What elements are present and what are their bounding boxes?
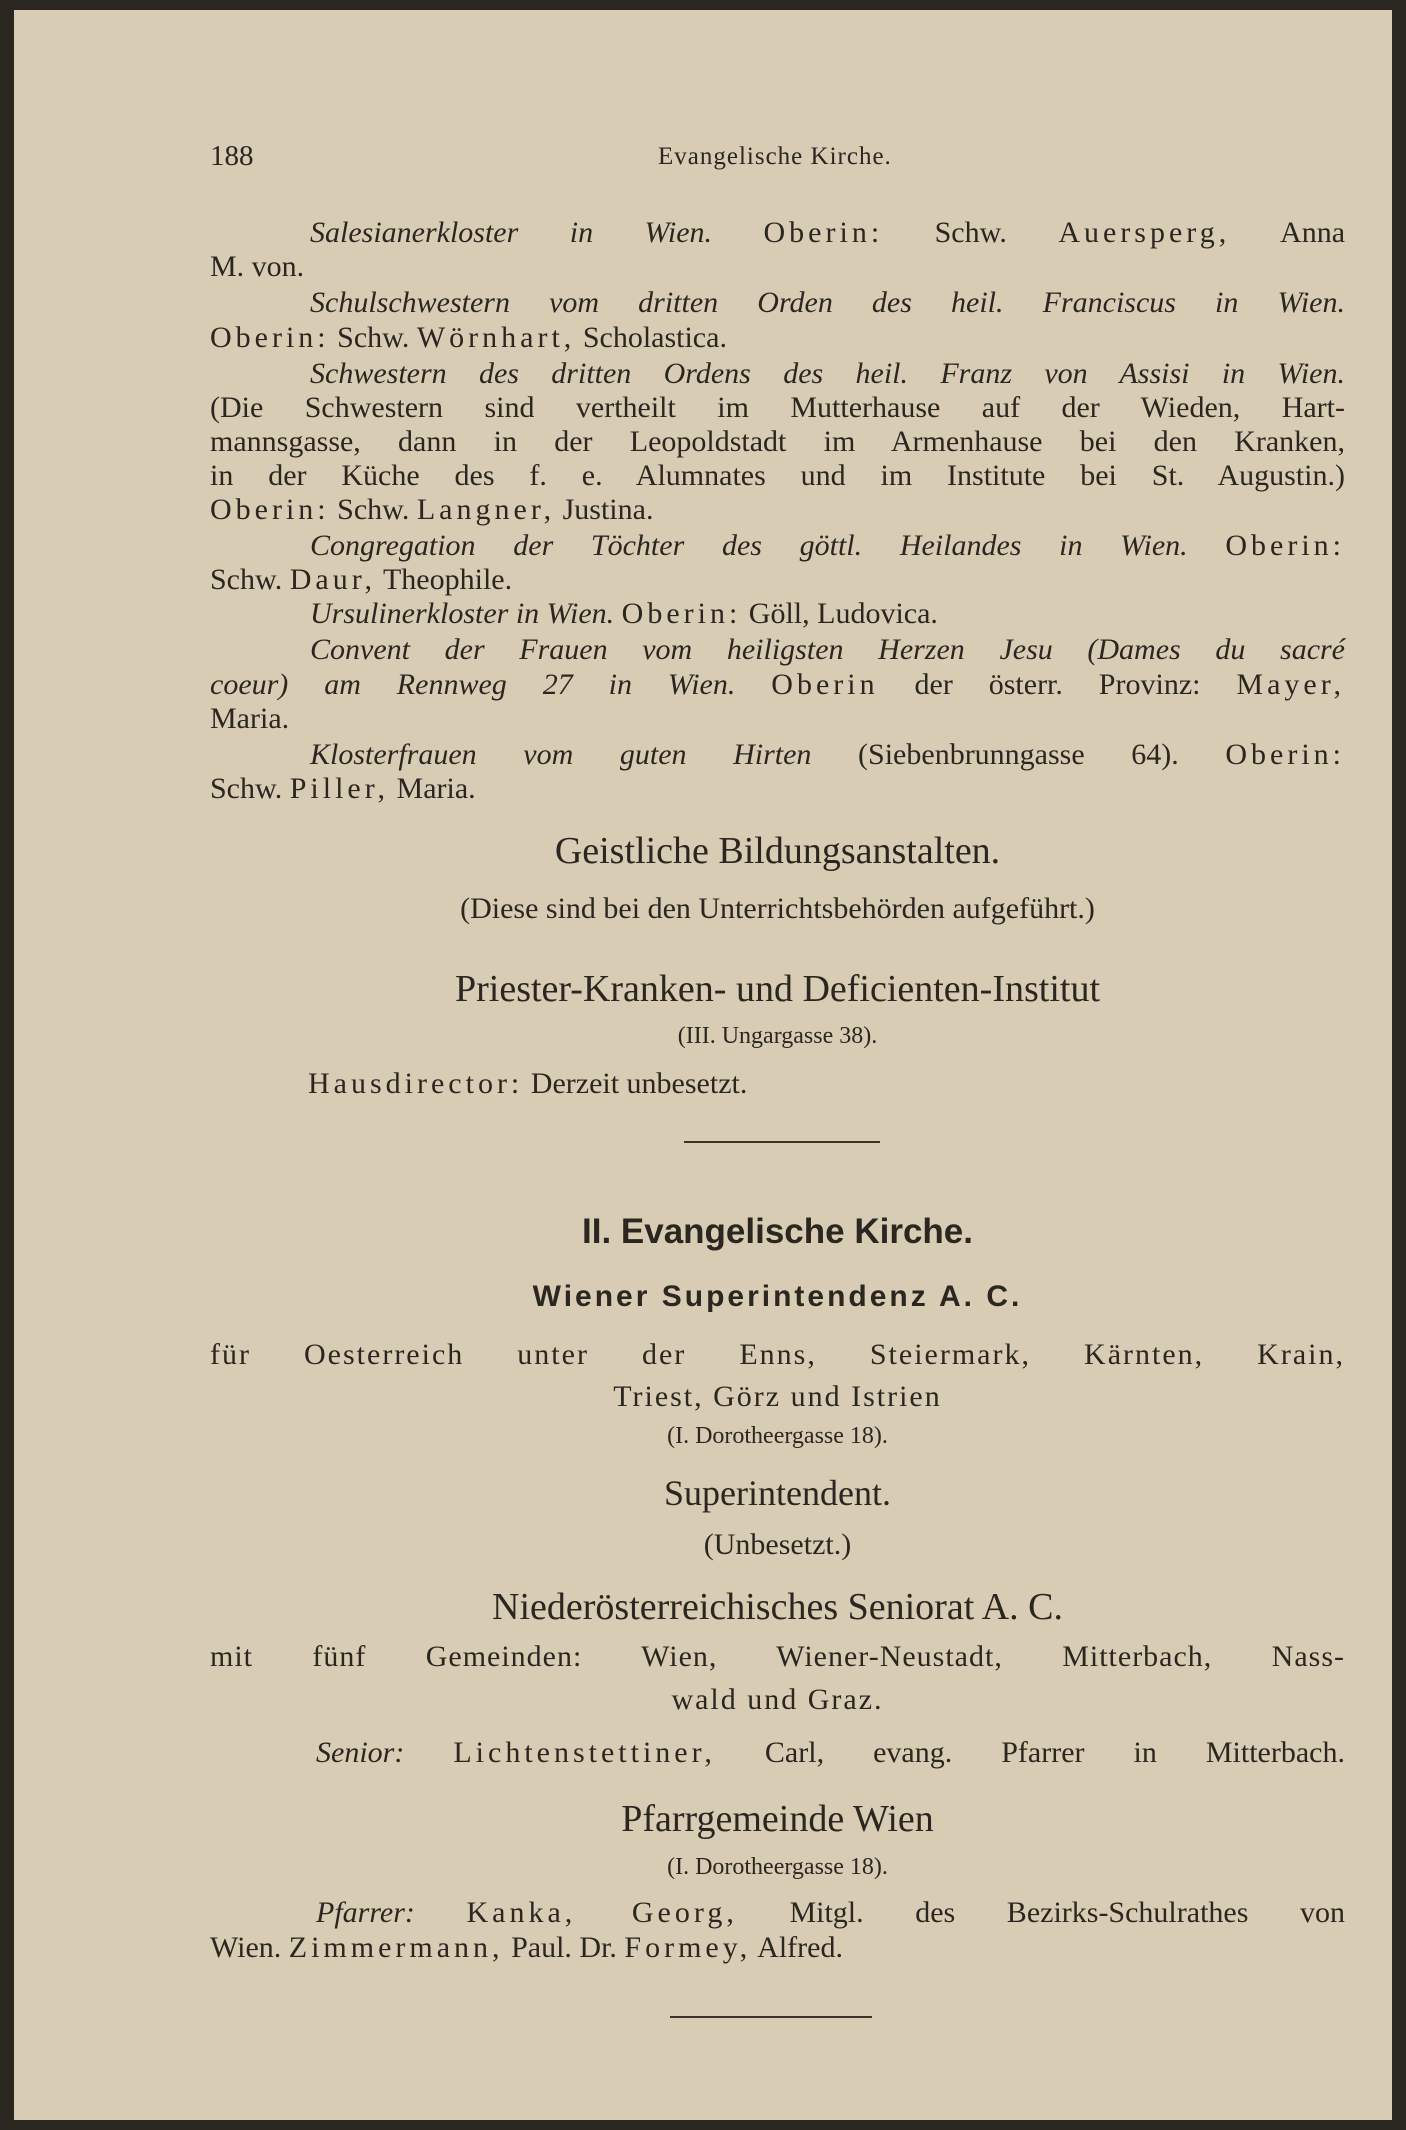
superintendent-value: (Unbesetzt.) — [703, 1528, 852, 1561]
entry-schulschwestern-line1: Schulschwestern vom dritten Orden des heil. Franciscus in Wien. — [310, 286, 1345, 319]
entry-schulschwestern-line2: Oberin: Schw. Wörnhart, Scholastica. — [210, 321, 727, 354]
seniorat-title: Niederösterreichisches Seniorat A. C. — [492, 1586, 1063, 1628]
pfarrer-line1: Pfarrer: Kanka, Georg, Mitgl. des Bezirks-Schulrathes von — [316, 1896, 1346, 1929]
superintendenz-title: Wiener Superintendenz A. C. — [532, 1280, 1023, 1313]
entry-congregation-line1: Congregation der Töchter des göttl. Heilandes in Wien. Oberin: — [310, 529, 1346, 562]
divider-rule — [684, 1141, 880, 1143]
entry-convent-line3: Maria. — [210, 702, 290, 735]
bottom-divider-rule — [670, 2016, 872, 2018]
entry-schwestern-line1: Schwestern des dritten Ordens des heil. Franz von Assisi in Wien. — [310, 357, 1345, 390]
pfarrer-line2: Wien. Zimmermann, Paul. Dr. Formey, Alfred. — [210, 1931, 843, 1964]
superintendenz-address: (I. Dorotheergasse 18). — [667, 1423, 888, 1449]
seniorat-line1: mit fünf Gemeinden: Wien, Wiener-Neustadt, Mitterbach, Nass- — [210, 1640, 1345, 1673]
entry-klosterfrauen-line1: Klosterfrauen vom guten Hirten (Siebenbrunngasse 64). Oberin: — [310, 738, 1345, 771]
section-bildung-title: Geistliche Bildungsanstalten. — [554, 830, 1001, 872]
entry-schwestern-line3: mannsgasse, dann in der Leopoldstadt im Armenhause bei den Kranken, — [210, 425, 1345, 458]
section-priester-director: Hausdirector: Derzeit unbesetzt. — [308, 1067, 748, 1100]
section-priester-title: Priester-Kranken- und Deficienten-Institut — [454, 968, 1101, 1010]
section-evang-title: II. Evangelische Kirche. — [582, 1212, 973, 1251]
running-title: Evangelische Kirche. — [658, 143, 892, 170]
entry-schwestern-line2: (Die Schwestern sind vertheilt im Mutterhause auf der Wieden, Hart- — [210, 391, 1345, 424]
entry-salesianer-line2: M. von. — [210, 250, 305, 283]
entry-congregation-line2: Schw. Daur, Theophile. — [210, 563, 513, 596]
entry-ursuliner: Ursulinerkloster in Wien. Oberin: Göll, Ludovica. — [310, 597, 938, 630]
seniorat-line2: wald und Graz. — [671, 1683, 884, 1716]
page-number: 188 — [210, 140, 254, 172]
entry-convent-line2: coeur) am Rennweg 27 in Wien. Oberin der österr. Provinz: Mayer, — [210, 668, 1346, 701]
entry-schwestern-line4: in der Küche des f. e. Alumnates und im Institute bei St. Augustin.) — [210, 459, 1345, 492]
superintendenz-scope-line2: Triest, Görz und Istrien — [613, 1380, 942, 1413]
pfarrgemeinde-address: (I. Dorotheergasse 18). — [667, 1854, 888, 1880]
superintendenz-scope-line1: für Oesterreich unter der Enns, Steiermark, Kärnten, Krain, — [210, 1338, 1345, 1371]
section-priester-address: (III. Ungargasse 38). — [677, 1023, 878, 1049]
senior-line: Senior: Lichtenstettiner, Carl, evang. Pfarrer in Mitterbach. — [316, 1736, 1345, 1769]
entry-convent-line1: Convent der Frauen vom heiligsten Herzen Jesu (Dames du sacré — [310, 633, 1345, 666]
entry-klosterfrauen-line2: Schw. Piller, Maria. — [210, 772, 476, 805]
book-page — [14, 10, 1392, 2120]
section-bildung-note: (Diese sind bei den Unterrichtsbehörden aufgeführt.) — [460, 892, 1095, 925]
superintendent-title: Superintendent. — [664, 1473, 891, 1513]
pfarrgemeinde-title: Pfarrgemeinde Wien — [621, 1798, 934, 1840]
entry-salesianer-line1: Salesianerkloster in Wien. Oberin: Schw. Auersperg, Anna — [310, 216, 1346, 249]
entry-schwestern-line5: Oberin: Schw. Langner, Justina. — [210, 493, 654, 526]
